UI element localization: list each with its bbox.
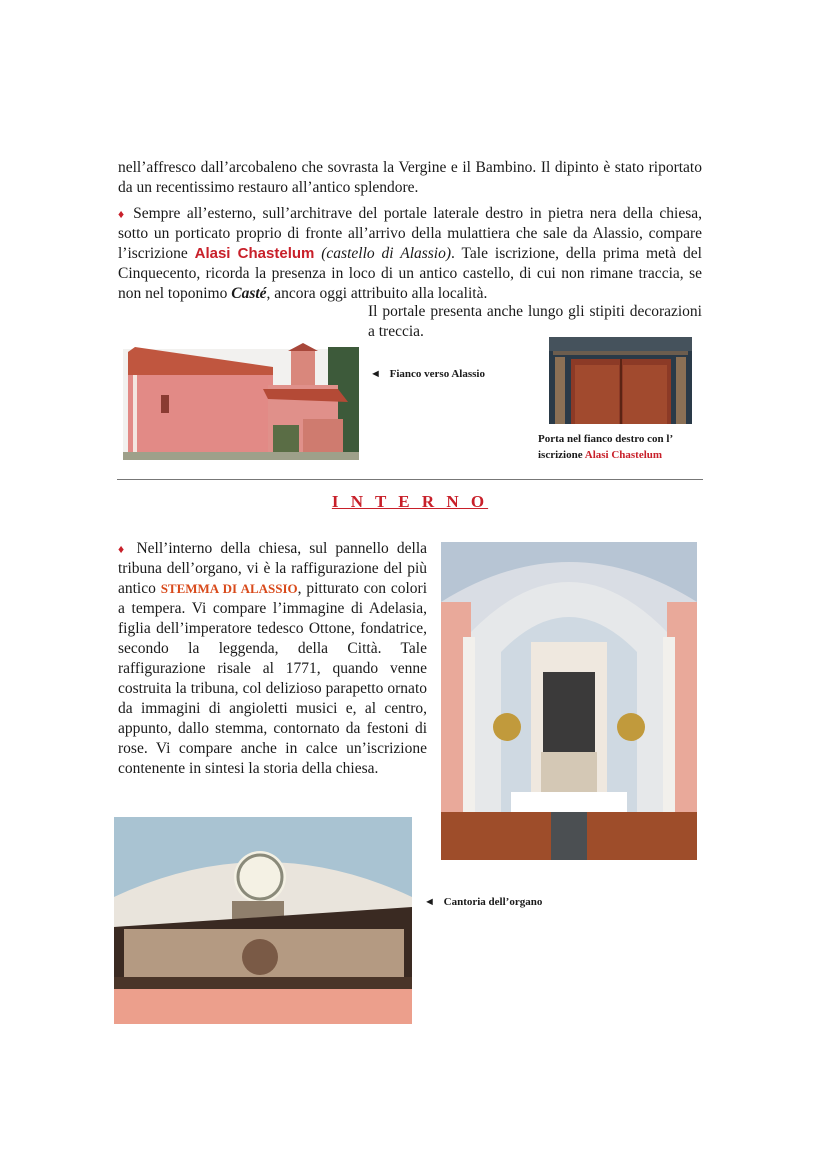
p4-text-before: Nell’interno della chiesa, sul pannello della tribuna dell’organo, vi è la raffigurazione del più antico bbox=[118, 540, 428, 597]
cantoria-photo bbox=[114, 817, 412, 1024]
paragraph-stemma bbox=[118, 539, 427, 779]
church-side-photo bbox=[123, 307, 359, 460]
p2-italic: (castello di Alassio) bbox=[321, 245, 452, 262]
arrow-left-icon: ◄ bbox=[424, 896, 435, 908]
p2-text-middle: . Tale iscrizione, della prima metà del Cinquecento, ricorda la presenza in loco di un antico castello, di cui non rimane traccia, se non nel toponimo bbox=[118, 245, 702, 302]
caption-porta bbox=[538, 431, 708, 463]
caption-porta-line2-prefix: iscrizione bbox=[538, 449, 585, 461]
stemma-highlight: STEMMA DI ALASSIO bbox=[160, 581, 298, 596]
interior-photo bbox=[441, 542, 697, 860]
arrow-left-icon: ◄ bbox=[370, 368, 381, 380]
paragraph-iscrizione bbox=[118, 204, 702, 304]
door-photo bbox=[549, 337, 692, 424]
caption-cantoria bbox=[424, 894, 594, 910]
section-heading-interno: I N T E R N O bbox=[331, 492, 489, 511]
p4-text-after: , pitturato con colori a tempera. Vi compare l’immagine di Adelasia, figlia dell’imperatore tedesco Ottone, fondatrice, secondo la leggenda, della Città. Tale raffigurazione risale al 1771, quando venne costruita la tribuna, col delizioso parapetto ornato da immagini di angioletti musici e, al centro, appunto, dallo stemma, contornato da festoni di rose. Vi compare anche in calce un’iscrizione contenente in sintesi la storia della chiesa. bbox=[118, 580, 428, 777]
bullet-icon: ♦ bbox=[118, 542, 129, 556]
caption-fianco-text: Fianco verso Alassio bbox=[389, 368, 485, 380]
paragraph-affresco: nell’affresco dall’arcobaleno che sovrasta la Vergine e il Bambino. Il dipinto è stato riportato da un recentissimo restauro all’antico splendore. bbox=[118, 159, 702, 196]
bullet-icon: ♦ bbox=[118, 207, 127, 221]
caption-cantoria-text: Cantoria dell’organo bbox=[443, 896, 543, 908]
paragraph-portale: Il portale presenta anche lungo gli stipiti decorazioni a treccia. bbox=[368, 303, 702, 340]
caption-porta-line1: Porta nel fianco destro con l’ bbox=[538, 433, 674, 445]
caption-fianco bbox=[370, 366, 530, 382]
caste-toponym: Casté bbox=[231, 285, 267, 302]
p2-text-before: Sempre all’esterno, sull’architrave del portale laterale destro in pietra nera della chiesa, sotto un porticato proprio di fronte all’arrivo della mulattiera che sale da Alassio, compare l’iscrizione bbox=[118, 205, 702, 262]
iscrizione-highlight: Alasi Chastelum bbox=[194, 245, 315, 262]
caption-porta-line2-red: Alasi Chastelum bbox=[584, 449, 663, 461]
section-divider bbox=[117, 479, 703, 480]
p2-text-after: , ancora oggi attribuito alla località. bbox=[266, 285, 488, 302]
